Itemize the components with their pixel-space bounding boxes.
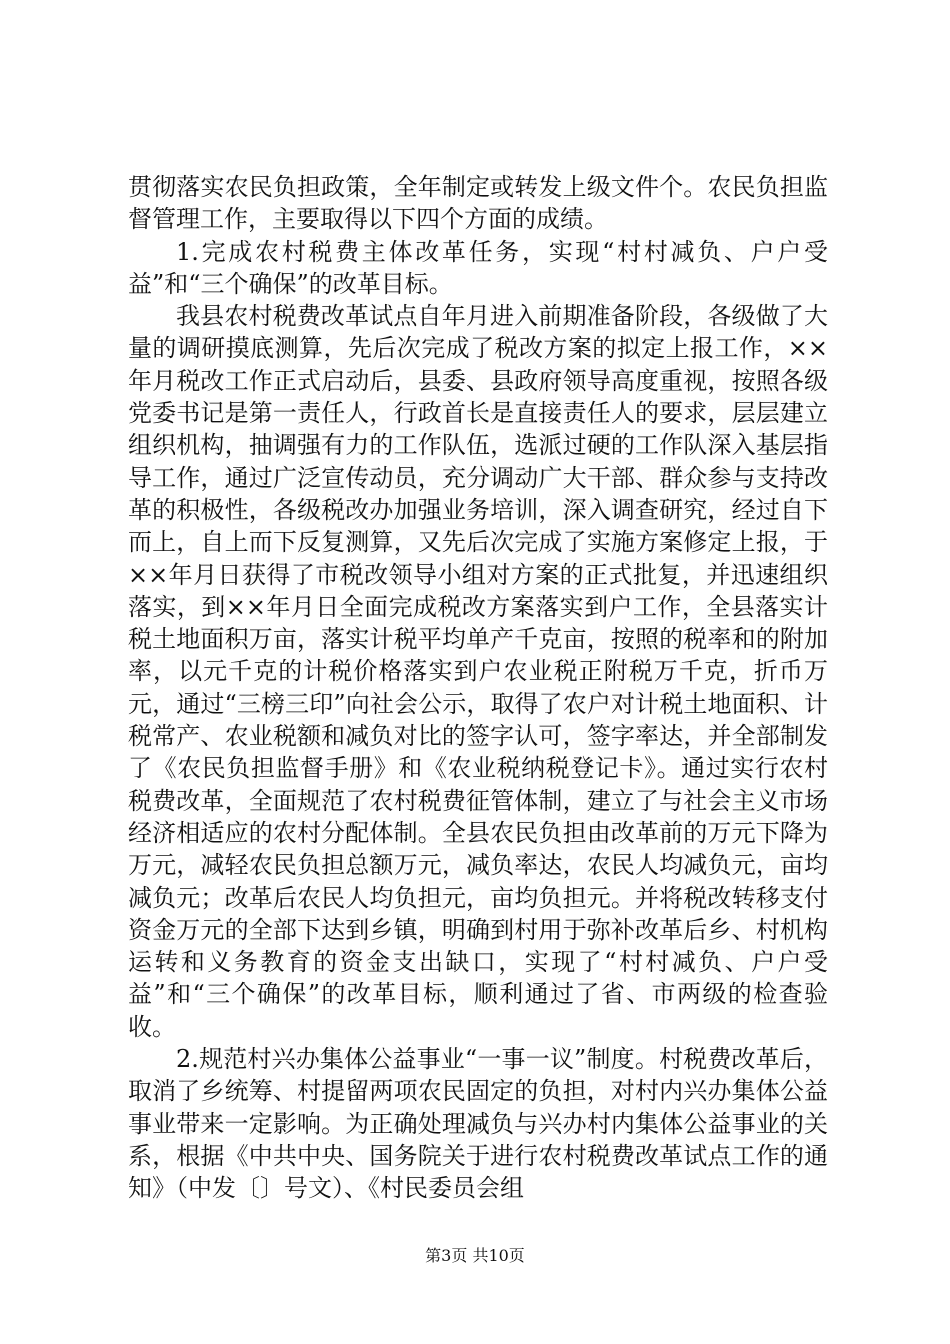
- page-footer: 第3页 共10页: [425, 1246, 525, 1265]
- paragraph-heading-2: 2.规范村兴办集体公益事业“一事一议”制度。村税费改革后，取消了乡统筹、村提留两项农民固定的负担，对村内兴办集体公益事业带来一定影响。为正确处理减负与兴办村内集体公益事业的关系，根据《中共中央、国务院关于进行农村税费改革试点工作的通知》（中发〔〕号文）、《村民委员会组: [128, 1045, 828, 1203]
- paragraph-heading-1: 1.完成农村税费主体改革任务，实现“村村减负、户户受益”和“三个确保”的改革目标。: [128, 237, 828, 298]
- document-body: [128, 171, 828, 1205]
- paragraph-tax-reform: 我县农村税费改革试点自年月进入前期准备阶段，各级做了大量的调研摸底测算，先后次完成了税改方案的拟定上报工作，××年月税改工作正式启动后，县委、县政府领导高度重视，按照各级党委书记是第一责任人，行政首长是直接责任人的要求，层层建立组织机构，抽调强有力的工作队伍，选派过硬的工作队深入基层指导工作，通过广泛宣传动员，充分调动广大干部、群众参与支持改革的积极性，各级税改办加强业务培训，深入调查研究，经过自下而上，自上而下反复测算，又先后次完成了实施方案修定上报，于××年月日获得了市税改领导小组对方案的正式批复，并迅速组织落实，到××年月日全面完成税改方案落实到户工作，全县落实计税土地面积万亩，落实计税平均单产千克亩，按照的税率和的附加率，以元千克的计税价格落实到户农业税正附税万千克，折币万元，通过“三榜三印”向社会公示，取得了农户对计税土地面积、计税常产、农业税额和减负对比的签字认可，签字率达，并全部制发了《农民负担监督手册》和《农业税纳税登记卡》。通过实行农村税费改革，全面规范了农村税费征管体制，建立了与社会主义市场经济相适应的农村分配体制。全县农民负担由改革前的万元下降为万元，减轻农民负担总额万元，减负率达，农民人均减负元，亩均减负元；改革后农民人均负担元，亩均负担元。并将税改转移支付资金万元的全部下达到乡镇，明确到村用于弥补改革后乡、村机构运转和义务教育的资金支出缺口，实现了“村村减负、户户受益”和“三个确保”的改革目标，顺利通过了省、市两级的检查验收。: [128, 302, 828, 1041]
- paragraph-intro: 贯彻落实农民负担政策，全年制定或转发上级文件个。农民负担监督管理工作，主要取得以下四个方面的成绩。: [128, 173, 828, 234]
